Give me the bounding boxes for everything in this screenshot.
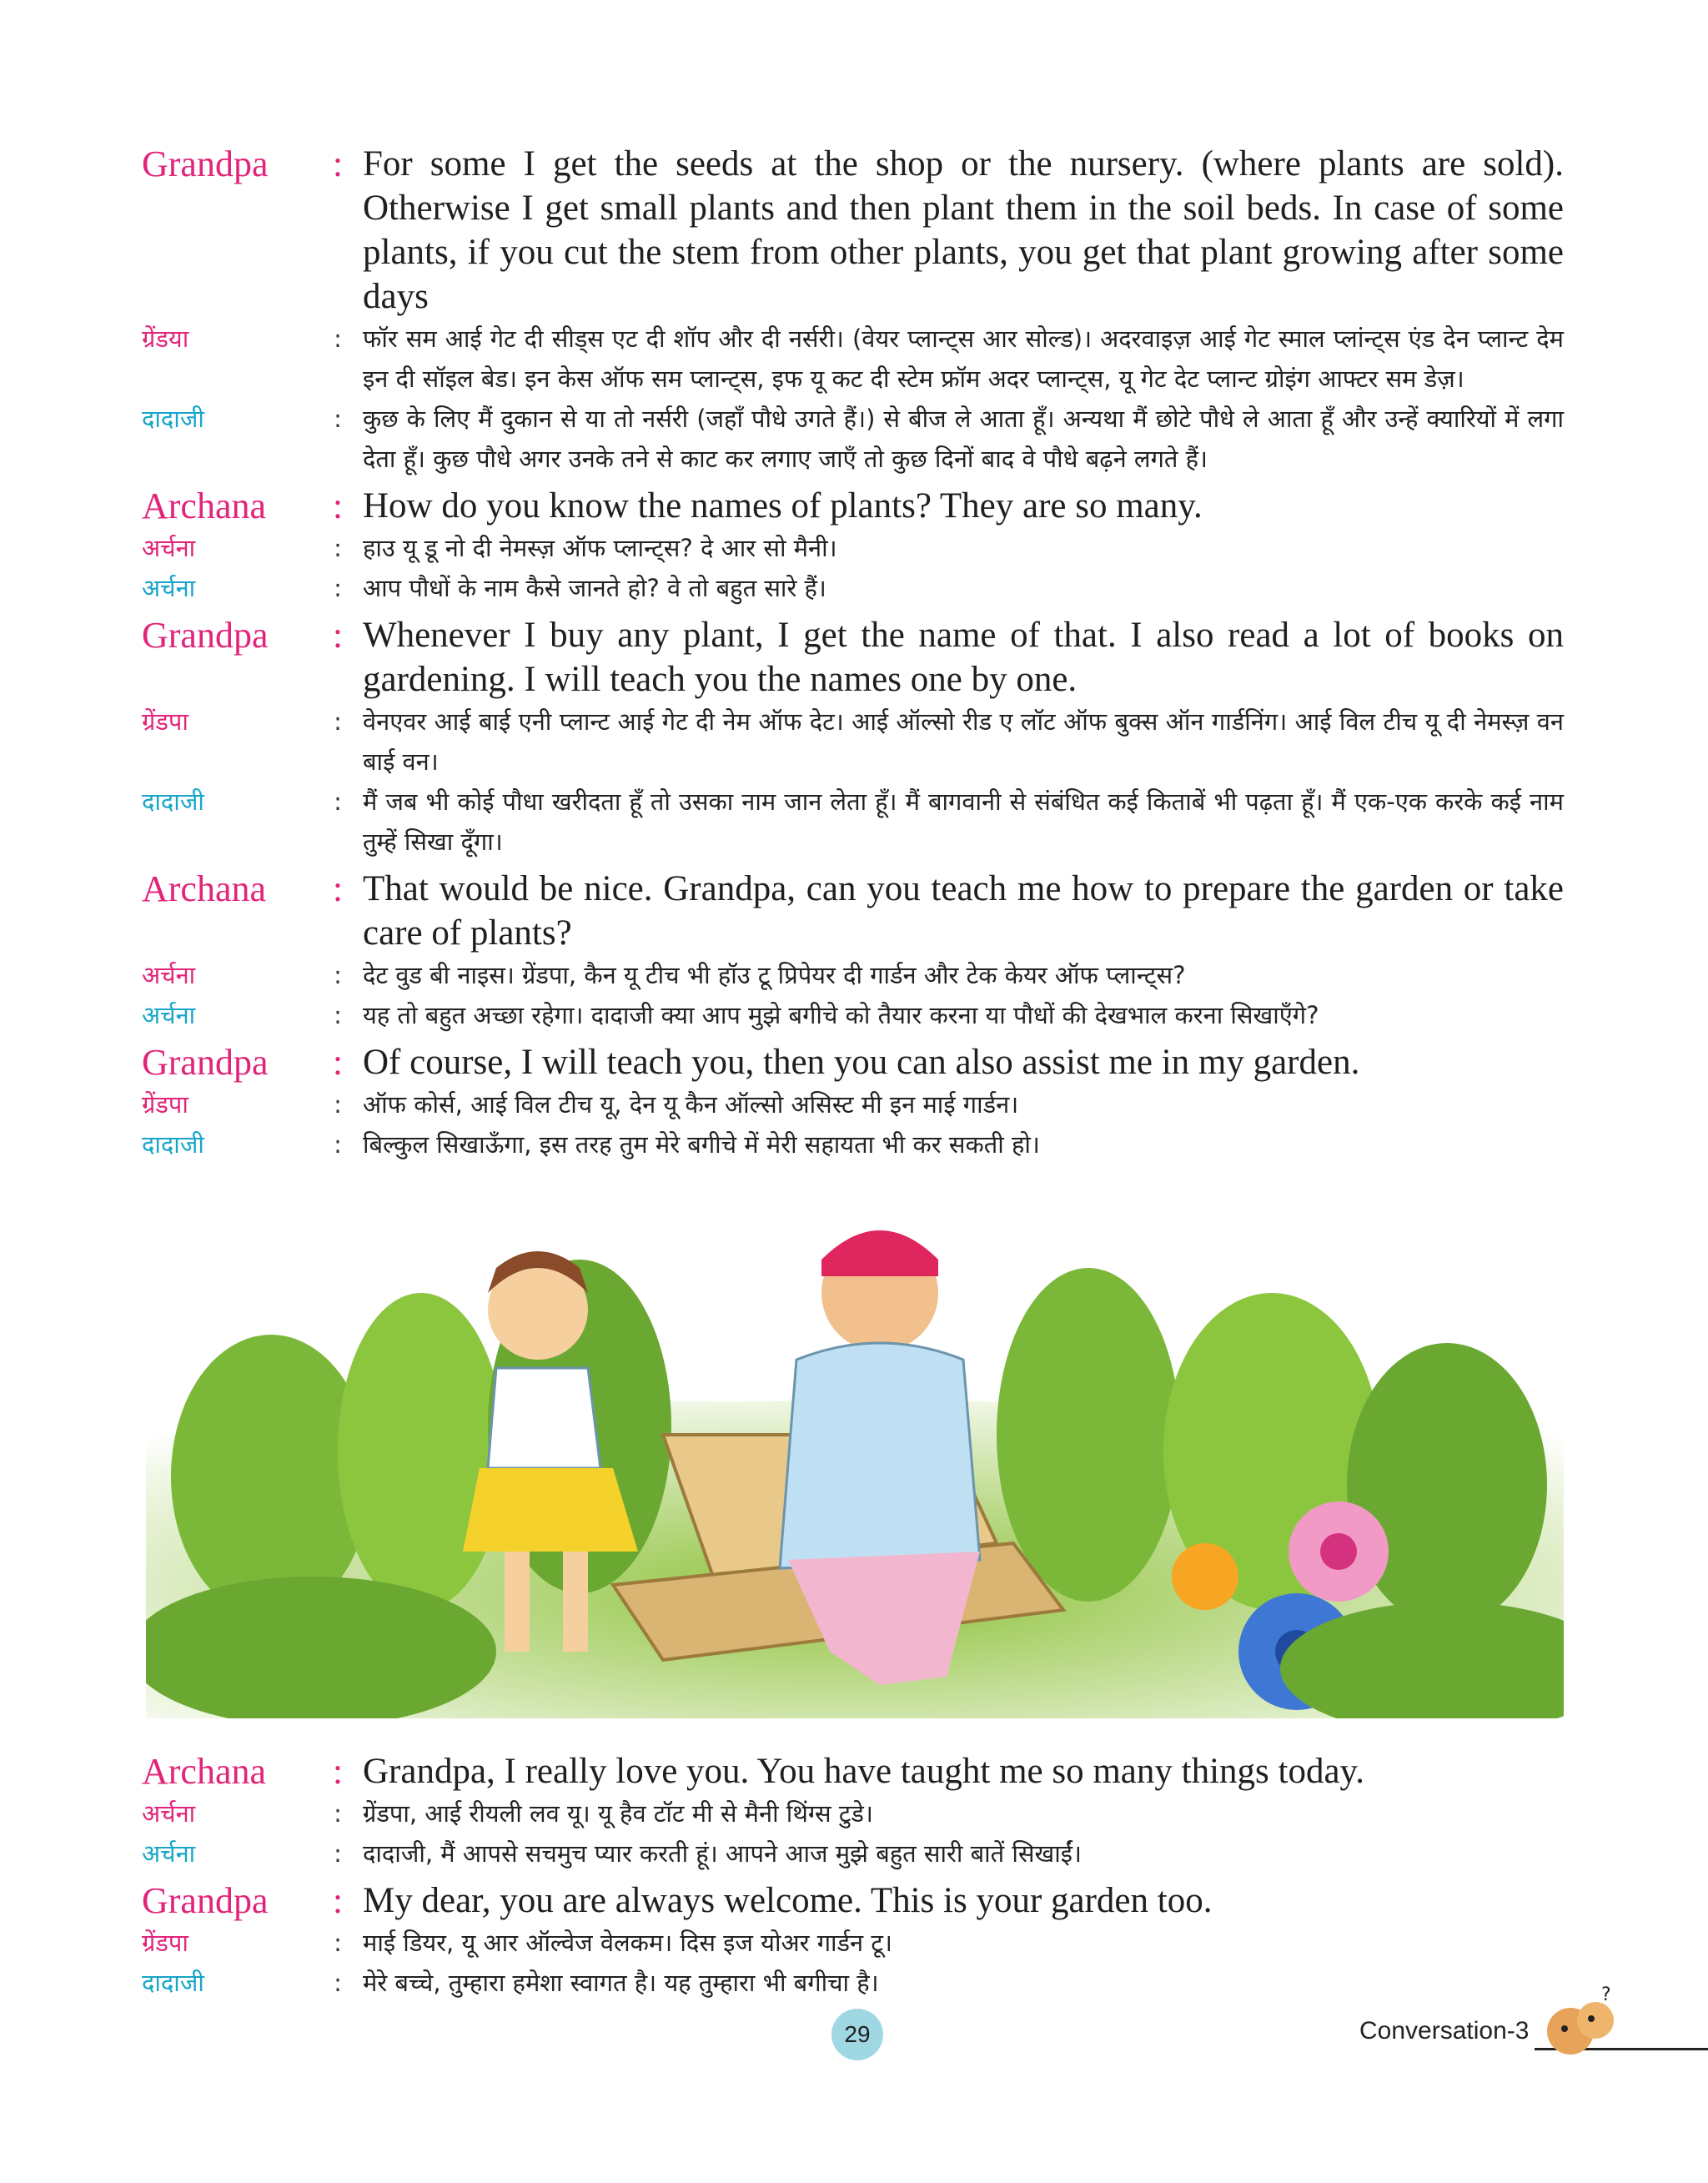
speaker-name: अर्चना (142, 1799, 196, 1828)
speaker-name: दादाजी (142, 787, 204, 816)
dialogue-text: How do you know the names of plants? They are so many. (363, 486, 1203, 526)
dialogue-text: बिल्कुल सिखाऊँगा, इस तरह तुम मेरे बगीचे में मेरी सहायता भी कर सकती हो। (363, 1130, 1040, 1159)
girl-skirt (463, 1468, 638, 1552)
speaker-colon: : (334, 1130, 342, 1159)
girl-leg-left (505, 1552, 530, 1652)
speaker-name: Grandpa (142, 143, 269, 184)
speaker-name: अर्चना (142, 1001, 196, 1029)
speaker-name: Grandpa (142, 1042, 269, 1083)
speaker-name: अर्चना (142, 961, 196, 989)
dialogue-text: वेनएवर आई बाई एनी प्लान्ट आई गेट दी नेम ऑफ देट। आई ऑल्सो रीड ए लॉट ऑफ बुक्स ऑन गार्डनिंग। आई विल टीच यू दी नेमस्ज़ वन बाई वन। (363, 707, 1564, 776)
dialogue-text: हाउ यू डू नो दी नेमस्ज़ ऑफ प्लान्ट्स? दे आर सो मैनी। (363, 534, 837, 562)
dialogue-text: Of course, I will teach you, then you can also assist me in my garden. (363, 1043, 1360, 1082)
speaker-colon: : (334, 324, 342, 353)
dialogue-text: आप पौधों के नाम कैसे जानते हो? वे तो बहुत सारे हैं। (363, 574, 826, 602)
dialogue-line-hi (0, 782, 1708, 862)
dialogue-line-hi (0, 399, 1708, 479)
speaker-name: Archana (142, 1751, 267, 1792)
page-number-badge: 29 (831, 2009, 883, 2060)
dialogue-line-hi (0, 702, 1708, 782)
dialogue-line-hi (0, 1124, 1708, 1164)
speaker-name: दादाजी (142, 1130, 204, 1159)
dialogue-text: कुछ के लिए मैं दुकान से या तो नर्सरी (जहाँ पौधे उगते हैं।) से बीज ले आता हूँ। अन्यथा मैं छोटे पौधे ले आता हूँ और उन्हें क्यारियों में लगा देता हूँ। कुछ पौधे अगर उनके तने से काट कर लगाए जाएँ तो कुछ दिनों बाद वे पौधे बढ़ने लगते हैं। (363, 405, 1564, 473)
speaker-colon: : (334, 787, 342, 816)
speaker-colon: : (332, 1042, 344, 1083)
dialogue-text: दादाजी, मैं आपसे सचमुच प्यार करती हूं। आपने आज मुझे बहुत सारी बातें सिखाईं। (363, 1839, 1083, 1868)
dialogue-line-hi (0, 568, 1708, 608)
section-label: Conversation-3 (1359, 2017, 1530, 2045)
dialogue-text: ग्रेंडपा, आई रीयली लव यू। यू हैव टॉट मी से मैनी थिंग्स टुडे। (363, 1799, 873, 1828)
dialogue-line-en (0, 1879, 1708, 1923)
speaker-name: दादाजी (142, 405, 204, 433)
dialogue-text: My dear, you are always welcome. This is your garden too. (363, 1881, 1213, 1920)
speaker-name: ग्रेंडपा (142, 1090, 188, 1119)
dialogue-line-hi (0, 1833, 1708, 1874)
dialogue-text: Whenever I buy any plant, I get the name of that. I also read a lot of books on gardening. I will teach you the names one by one. (363, 616, 1564, 699)
speaker-colon: : (334, 1969, 342, 1997)
flower-orange (1172, 1543, 1238, 1610)
dialogue-text: माई डियर, यू आर ऑल्वेज वेलकम। दिस इज योअर गार्डन टू। (363, 1929, 892, 1957)
dialogue-text: मेरे बच्चे, तुम्हारा हमेशा स्वागत है। यह तुम्हारा भी बगीचा है। (363, 1969, 879, 1997)
dialogue-text: ऑफ कोर्स, आई विल टीच यू, देन यू कैन ऑल्सो असिस्ट मी इन माई गार्डन। (363, 1090, 1019, 1119)
mascot-icon (1533, 1985, 1625, 2060)
dialogue-line-en (0, 867, 1708, 955)
tree-mid-right (997, 1268, 1180, 1602)
speaker-name: ग्रेंडपा (142, 707, 188, 736)
dialogue-text: Grandpa, I really love you. You have taught me so many things today. (363, 1752, 1364, 1791)
dialogue-text: देट वुड बी नाइस। ग्रेंडपा, कैन यू टीच भी हॉउ टू प्रिपेयर दी गार्डन और टेक केयर ऑफ प्लान्ट्स? (363, 961, 1186, 989)
garden-illustration (146, 1185, 1564, 1718)
speaker-colon: : (332, 143, 344, 184)
dialogue-text: मैं जब भी कोई पौधा खरीदता हूँ तो उसका नाम जान लेता हूँ। मैं बागवानी से संबंधित कई किताबें भी पढ़ता हूँ। मैं एक-एक करके कई नाम तुम्हें सिखा दूँगा। (363, 787, 1564, 856)
speaker-name: दादाजी (142, 1969, 204, 1997)
grandpa-kurta (780, 1343, 980, 1568)
speaker-name: Grandpa (142, 615, 269, 656)
dialogue-line-en (0, 1749, 1708, 1793)
speaker-colon: : (332, 485, 344, 526)
dialogue-text: यह तो बहुत अच्छा रहेगा। दादाजी क्या आप मुझे बगीचे को तैयार करना या पौधों की देखभाल करना सिखाएँगे? (363, 1001, 1319, 1029)
dialogue-line-hi (0, 1923, 1708, 1963)
dialogue-line-hi (0, 528, 1708, 568)
dialogue-line-en (0, 142, 1708, 319)
dialogue-bottom (0, 1749, 1708, 2003)
dialogue-line-hi (0, 955, 1708, 995)
speaker-colon: : (334, 961, 342, 989)
dialogue-line-hi (0, 1963, 1708, 2003)
speaker-colon: : (332, 1751, 344, 1792)
dialogue-line-hi (0, 1084, 1708, 1124)
speaker-colon: : (334, 534, 342, 562)
tree-left-2 (338, 1293, 505, 1610)
speaker-name: ग्रेंडपा (142, 1929, 188, 1957)
speaker-colon: : (334, 574, 342, 602)
dialogue-text: फॉर सम आई गेट दी सीड्स एट दी शॉप और दी नर्सरी। (वेयर प्लान्ट्स आर सोल्ड)। अदरवाइज़ आई गेट स्माल प्लांन्ट्स एंड देन प्लान्ट देम इन दी सॉइल बेड। इन केस ऑफ सम प्लान्ट्स, इफ यू कट दी स्टेम फ्रॉम अदर प्लान्ट्स, यू गेट देट प्लान्ट ग्रोइंग आफ्टर सम डेज़। (363, 324, 1564, 393)
speaker-colon: : (334, 707, 342, 736)
dialogue-line-hi (0, 995, 1708, 1035)
speaker-colon: : (332, 868, 344, 909)
dialogue-line-en (0, 613, 1708, 702)
speaker-name: अर्चना (142, 534, 196, 562)
dialogue-line-en (0, 484, 1708, 528)
dialogue-line-en (0, 1040, 1708, 1084)
speaker-colon: : (334, 405, 342, 433)
speaker-colon: : (334, 1001, 342, 1029)
speaker-colon: : (334, 1839, 342, 1868)
dialogue-top (0, 142, 1708, 1164)
tree-far-right (1347, 1343, 1547, 1627)
dialogue-text: That would be nice. Grandpa, can you teach me how to prepare the garden or take care of plants? (363, 869, 1564, 953)
girl-leg-right (563, 1552, 588, 1652)
dialogue-line-hi (0, 1793, 1708, 1833)
speaker-colon: : (334, 1090, 342, 1119)
girl-shirt (488, 1368, 600, 1468)
speaker-name: Grandpa (142, 1880, 269, 1921)
svg-text:?: ? (1601, 1985, 1611, 2005)
grandpa-turban (821, 1230, 938, 1276)
speaker-colon: : (332, 615, 344, 656)
speaker-name: अर्चना (142, 1839, 196, 1868)
speaker-name: Archana (142, 868, 267, 909)
dialogue-line-hi (0, 319, 1708, 399)
speaker-name: Archana (142, 485, 267, 526)
speaker-colon: : (332, 1880, 344, 1921)
speaker-colon: : (334, 1799, 342, 1828)
speaker-name: अर्चना (142, 574, 196, 602)
speaker-name: ग्रेंडया (142, 324, 189, 353)
dialogue-text: For some I get the seeds at the shop or the nursery. (where plants are sold). Otherwise I get small plants and then plant them in the soil beds. In case of some plants, if you cut the stem from other plants, you get that plant growing after some days (363, 144, 1564, 316)
speaker-colon: : (334, 1929, 342, 1957)
